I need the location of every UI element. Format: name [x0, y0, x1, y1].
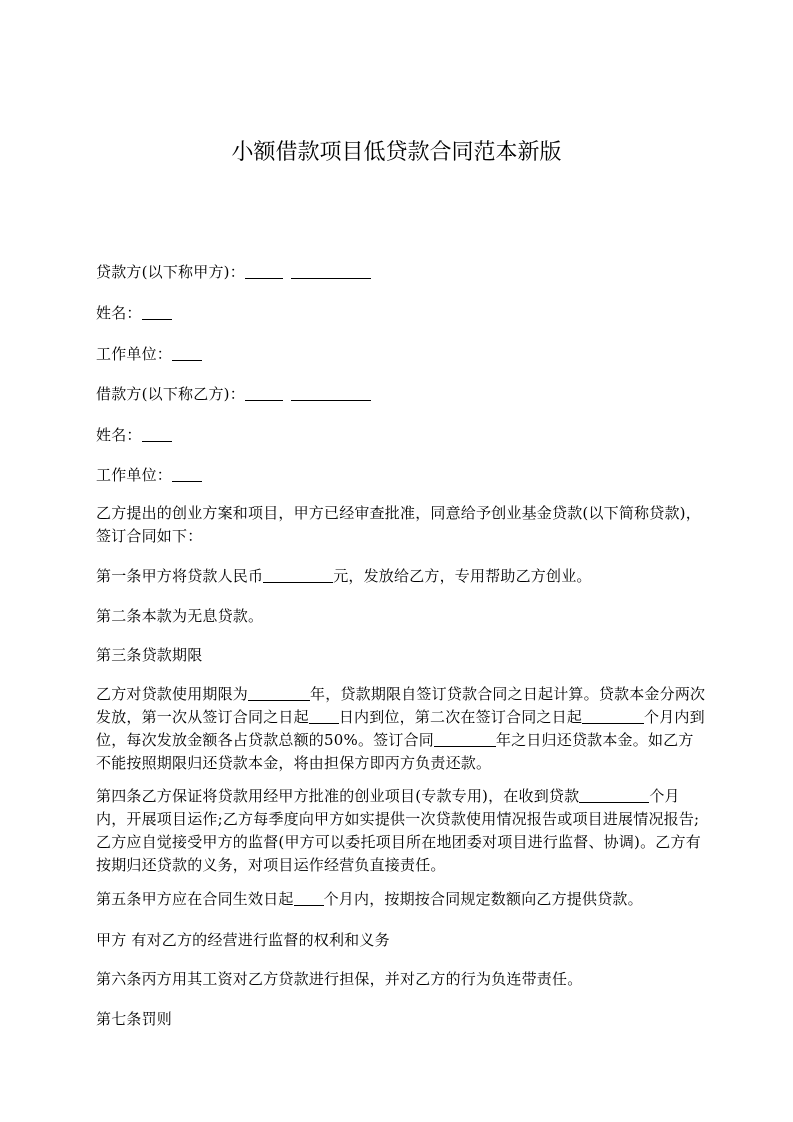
document-title: 小额借款项目低贷款合同范本新版 — [231, 140, 562, 165]
borrower-work-blank — [172, 467, 202, 482]
article-3-months-blank — [582, 709, 644, 724]
lender-work-label: 工作单位： — [96, 345, 173, 363]
article-3-text-d: 个月内到位，每次发放金额各占贷款总额的50%。签订合同 — [96, 708, 705, 749]
article-2: 第二条本款为无息贷款。 — [96, 607, 264, 625]
article-3-days-blank — [309, 709, 339, 724]
article-3-term-blank — [434, 732, 496, 747]
lender-line — [96, 261, 706, 284]
borrower-work-label: 工作单位： — [96, 466, 173, 484]
borrower-name-line — [96, 424, 706, 447]
article-5-text-b: 个月内，按期按合同规定数额向乙方提供贷款。 — [323, 890, 643, 908]
article-4-text-b: 个月内，开展项目运作;乙方每季度向甲方如实提供一次贷款使用情况报告或项目进展情况报告;乙方应自觉接受甲方的监督(甲方可以委托项目所在地团委对项目进行监督、协调)。乙方有按期归还贷款的义务，对项目运作经营负直接责任。 — [96, 787, 701, 874]
borrower-line — [96, 383, 706, 406]
article-7-title: 第七条罚则 — [96, 1010, 173, 1028]
article-5 — [96, 888, 706, 911]
borrower-name-blank — [142, 427, 172, 442]
article-3-text-e: 年之日归还贷款本金。如乙方不能按照期限归还贷款本金，将由担保方即丙方负责还款。 — [96, 731, 694, 772]
article-1-text-a: 第一条甲方将贷款人民币 — [96, 567, 264, 585]
article-4-months-blank — [579, 788, 649, 803]
article-1-text-b: 元，发放给乙方，专用帮助乙方创业。 — [333, 567, 592, 585]
article-3-years-blank — [248, 686, 310, 701]
borrower-name-label: 姓名： — [96, 426, 142, 444]
intro-paragraph: 乙方提出的创业方案和项目，甲方已经审查批准，同意给予创业基金贷款(以下简称贷款)，签订合同如下： — [96, 504, 701, 545]
article-6: 第六条丙方用其工资对乙方贷款进行担保，并对乙方的行为负连带责任。 — [96, 970, 583, 988]
article-5-text-a: 第五条甲方应在合同生效日起 — [96, 890, 294, 908]
lender-work-line — [96, 343, 706, 366]
lender-work-blank — [172, 346, 202, 361]
article-4-text-a: 第四条乙方保证将贷款用经甲方批准的创业项目(专款专用)，在收到贷款 — [96, 787, 580, 805]
article-4 — [96, 785, 706, 877]
lender-label: 贷款方(以下称甲方)： — [96, 263, 245, 281]
article-3 — [96, 683, 706, 775]
borrower-label: 借款方(以下称乙方)： — [96, 385, 245, 403]
lender-blank-2 — [291, 264, 371, 279]
article-1 — [96, 565, 706, 588]
rights-line: 甲方 有对乙方的经营进行监督的权利和义务 — [96, 931, 390, 949]
borrower-blank-1 — [245, 386, 283, 401]
article-1-amount-blank — [263, 568, 333, 583]
article-3-text-a: 乙方对贷款使用期限为 — [96, 685, 249, 703]
lender-name-blank — [142, 305, 172, 320]
borrower-work-line — [96, 464, 706, 487]
article-3-text-c: 日内到位，第二次在签订合同之日起 — [338, 708, 583, 726]
lender-name-line — [96, 302, 706, 325]
article-5-months-blank — [294, 891, 324, 906]
lender-name-label: 姓名： — [96, 304, 142, 322]
article-3-title: 第三条贷款期限 — [96, 646, 203, 664]
borrower-blank-2 — [291, 386, 371, 401]
article-3-text-b: 年，贷款期限自签订贷款合同之日起计算。贷款本金分两次发放，第一次从签订合同之日起 — [96, 685, 706, 726]
lender-blank-1 — [245, 264, 283, 279]
